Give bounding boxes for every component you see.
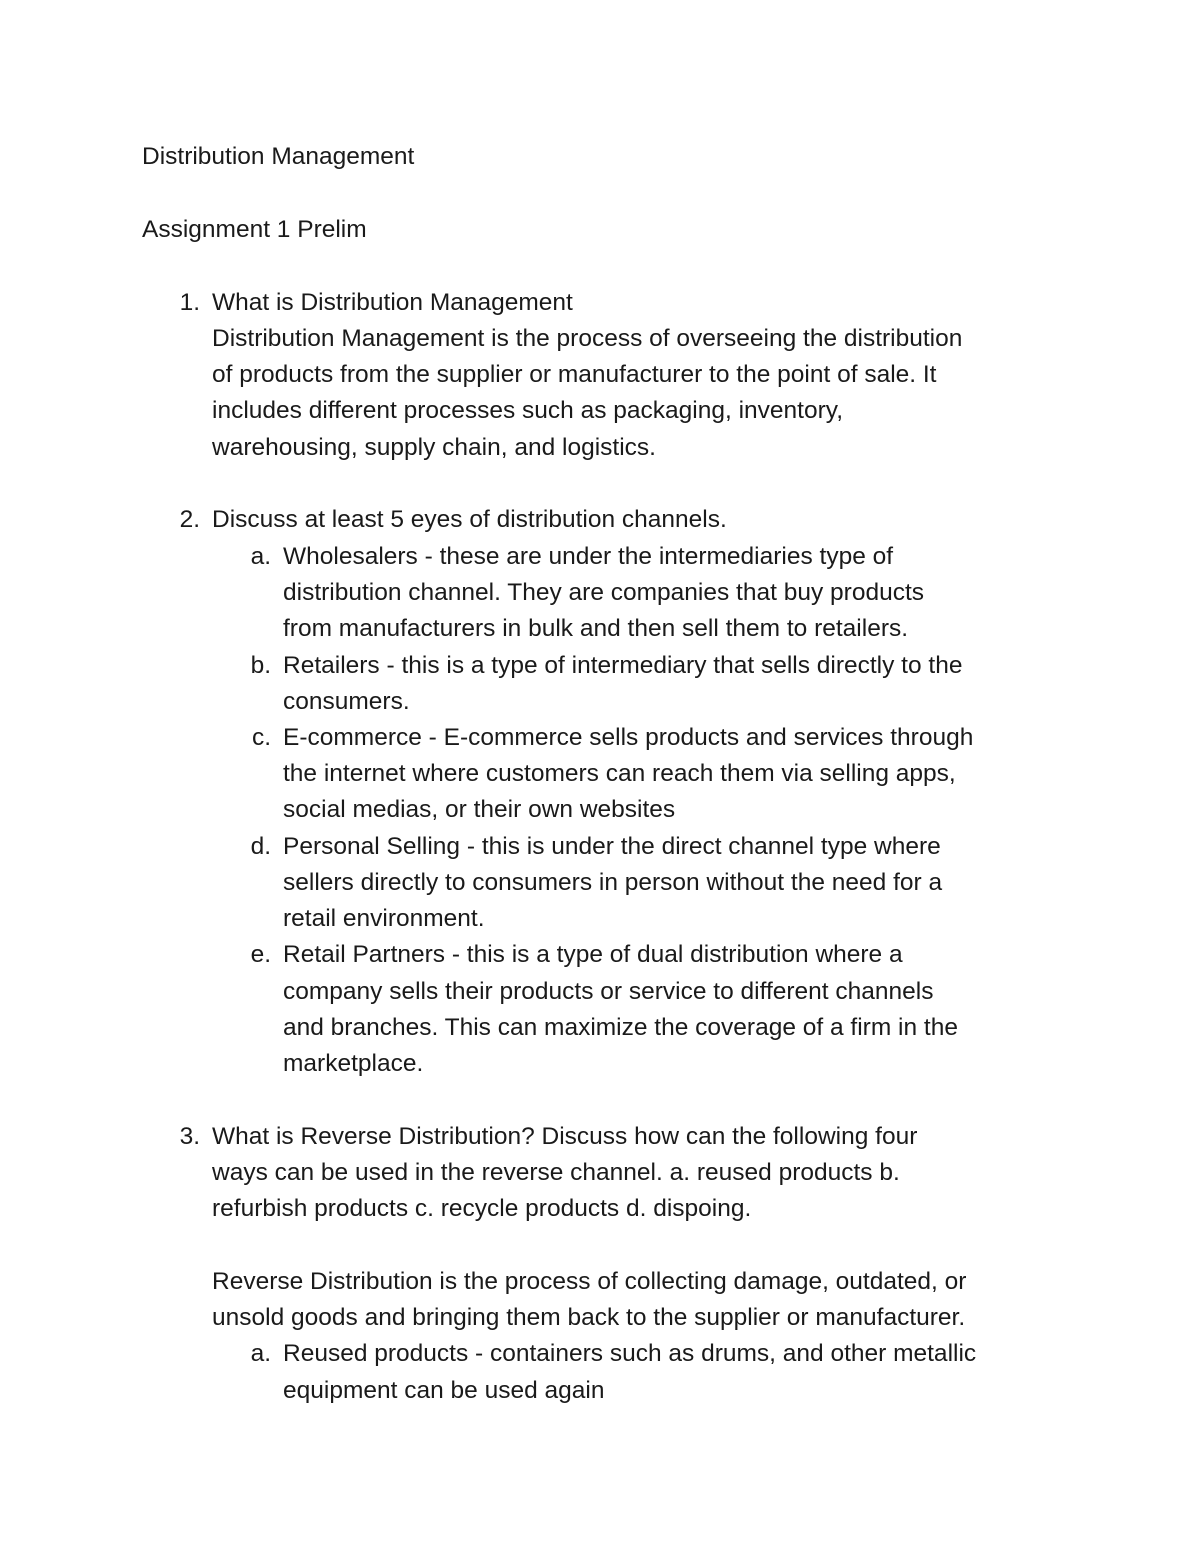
answer-1-line: of products from the supplier or manufacturer to the point of sale. It	[212, 361, 937, 388]
question-3-line: What is Reverse Distribution? Discuss how can the following four	[212, 1123, 918, 1150]
sublist-marker: c.	[251, 724, 271, 751]
subitem-line: Retailers - this is a type of intermediary that sells directly to the	[283, 652, 963, 679]
sublist-marker: e.	[250, 941, 271, 968]
subitem-line: distribution channel. They are companies that buy products	[283, 579, 925, 606]
list-marker: 2.	[179, 506, 200, 533]
answer-1-line: warehousing, supply chain, and logistics.	[212, 434, 656, 461]
list-marker: 3.	[179, 1123, 200, 1150]
subitem-line: social medias, or their own websites	[283, 796, 676, 823]
document-subtitle: Assignment 1 Prelim	[142, 216, 367, 243]
subitem-line: Retail Partners - this is a type of dual distribution where a	[283, 941, 903, 968]
question-3-line: refurbish products c. recycle products d. dispoing.	[212, 1195, 752, 1222]
subitem-line: from manufacturers in bulk and then sell them to retailers.	[283, 615, 909, 642]
subitem-line: Personal Selling - this is under the direct channel type where	[283, 833, 941, 860]
subitem-line: marketplace.	[283, 1050, 424, 1077]
answer-1-line: includes different processes such as packaging, inventory,	[212, 397, 844, 424]
subitem-line: Wholesalers - these are under the intermediaries type of	[283, 543, 894, 570]
subitem-line: and branches. This can maximize the coverage of a firm in the	[283, 1014, 958, 1041]
list-marker: 1.	[179, 289, 200, 316]
sublist-marker: a.	[250, 1340, 271, 1367]
sublist-marker: d.	[250, 833, 271, 860]
subitem-line: equipment can be used again	[283, 1377, 605, 1404]
answer-3-line: Reverse Distribution is the process of collecting damage, outdated, or	[212, 1268, 967, 1295]
question-1: What is Distribution Management	[212, 289, 573, 316]
document-title: Distribution Management	[142, 143, 415, 170]
subitem-line: the internet where customers can reach them via selling apps,	[283, 760, 956, 787]
subitem-line: E-commerce - E-commerce sells products and services through	[283, 724, 974, 751]
question-3-line: ways can be used in the reverse channel. a. reused products b.	[212, 1159, 900, 1186]
subitem-line: sellers directly to consumers in person without the need for a	[283, 869, 943, 896]
subitem-line: company sells their products or service to different channels	[283, 978, 934, 1005]
subitem-line: Reused products - containers such as drums, and other metallic	[283, 1340, 977, 1367]
subitem-line: consumers.	[283, 688, 410, 715]
answer-3-line: unsold goods and bringing them back to the supplier or manufacturer.	[212, 1304, 966, 1331]
subitem-line: retail environment.	[283, 905, 485, 932]
sublist-marker: b.	[250, 652, 271, 679]
question-2: Discuss at least 5 eyes of distribution channels.	[212, 506, 727, 533]
answer-1-line: Distribution Management is the process of overseeing the distribution	[212, 325, 963, 352]
sublist-marker: a.	[250, 543, 271, 570]
